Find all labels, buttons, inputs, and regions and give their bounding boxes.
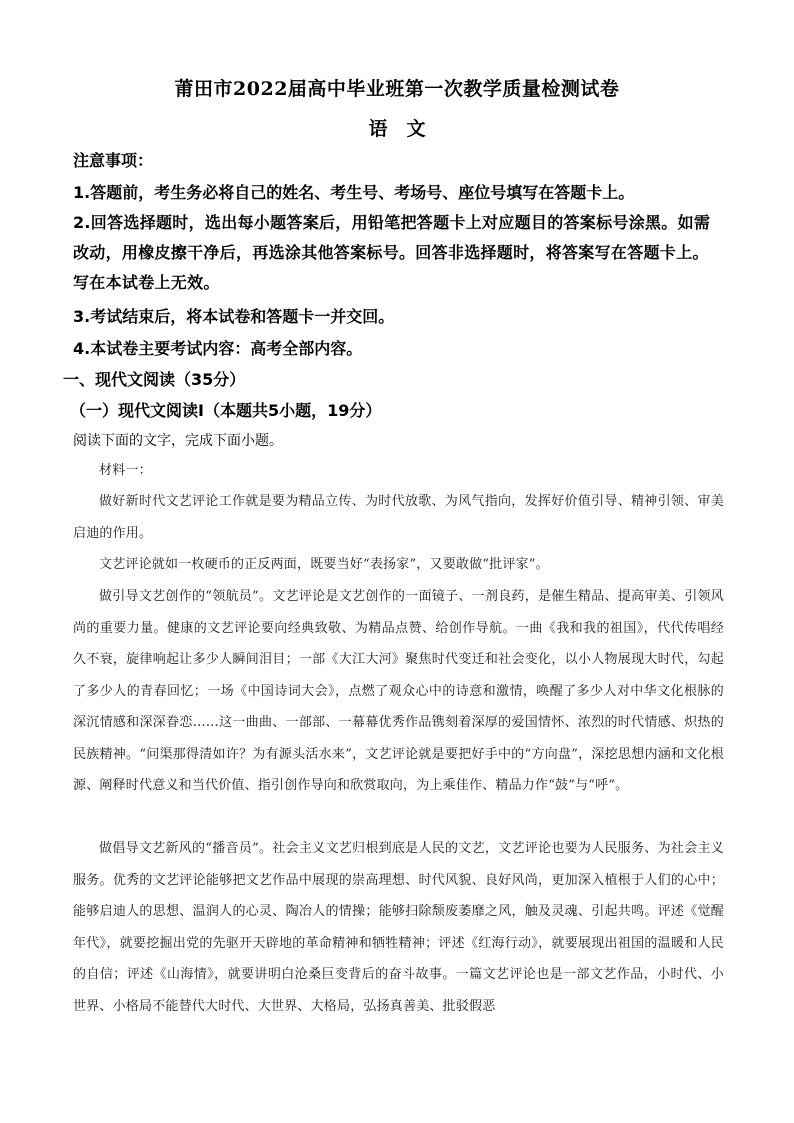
notice-item-4: 4.本试卷主要考试内容：高考全部内容。 xyxy=(73,339,363,358)
notice-item-3: 3.考试结束后，将本试卷和答题卡一并交回。 xyxy=(73,307,395,326)
passage-paragraph-4: 做倡导文艺新风的“播音员”。社会主义文艺归根到底是人民的文艺，文艺评论也要为人民服务、为社会主义服务。优秀的文艺评论能够把文艺作品中展现的崇高理想、时代风貌、良好风尚，更加深入植根于人们的心中；能够启迪人的思想、温润人的心灵、陶冶人的情操；能够扫除颓废萎靡之风，触及灵魂、引起共鸣。评述《觉醒年代》，就要挖掘出党的先驱开天辟地的革命精神和牺牲精神；评述《红海行动》，就要展现出祖国的温暖和人民的自信；评述《山海情》，就要讲明白沧桑巨变背后的奋斗故事。一篇文艺评论也是一部文艺作品，小时代、小世界、小格局不能替代大时代、大世界、大格局，弘扬真善美、批驳假恶 xyxy=(73,841,724,1014)
material-label: 材料一： xyxy=(99,463,152,478)
subject-title: 语 文 xyxy=(368,118,426,140)
section-subheading: （一）现代文阅读Ⅰ（本题共5小题，19分） xyxy=(70,401,382,420)
reading-instruction: 阅读下面的文字，完成下面小题。 xyxy=(73,433,283,449)
passage-paragraph-3: 做引导文艺创作的“领航员”。文艺评论是文艺创作的一面镜子、一剂良药，是催生精品、提高审美、引领风尚的重要力量。健康的文艺评论要向经典致敬、为精品点赞、给创作导航。一曲《我和我的祖国》，代代传唱经久不衰，旋律响起让多少人瞬间泪目；一部《大江大河》聚焦时代变迁和社会变化，以小人物展现大时代，勾起了多少人的青春回忆；一场《中国诗词大会》，点燃了观众心中的诗意和激情，唤醒了多少人对中华文化根脉的深沉情感和深深眷恋……这一曲曲、一部部、一幕幕优秀作品镌刻着深厚的爱国情怀、浓烈的时代情感、炽热的民族精神。“问渠那得清如许？为有源头活水来”，文艺评论就是要把好手中的“方向盘”，深挖思想内涵和文化根源、阐释时代意义和当代价值、指引创作导向和欣赏取向，为上乘佳作、精品力作“鼓”与“呼”。 xyxy=(73,589,724,793)
section-heading: 一、现代文阅读（35分） xyxy=(63,370,246,389)
notice-heading: 注意事项： xyxy=(73,151,154,170)
notice-item-1: 1.答题前，考生务必将自己的姓名、考生号、考场号、座位号填写在答题卡上。 xyxy=(73,183,635,202)
passage-paragraph-2: 文艺评论就如一枚硬币的正反两面，既要当好“表扬家”，又要敢做“批评家”。 xyxy=(99,557,549,572)
passage-paragraph-1: 做好新时代文艺评论工作就是要为精品立传、为时代放歌、为风气指向，发挥好价值引导、精神引领、审美启迪的作用。 xyxy=(73,494,724,541)
exam-title: 莆田市2022届高中毕业班第一次教学质量检测试卷 xyxy=(174,78,620,100)
notice-item-2: 2.回答选择题时，选出每小题答案后，用铅笔把答题卡上对应题目的答案标号涂黑。如需改动，用橡皮擦干净后，再选涂其他答案标号。回答非选择题时，将答案写在答题卡上。写在本试卷上无效。 xyxy=(73,213,711,292)
